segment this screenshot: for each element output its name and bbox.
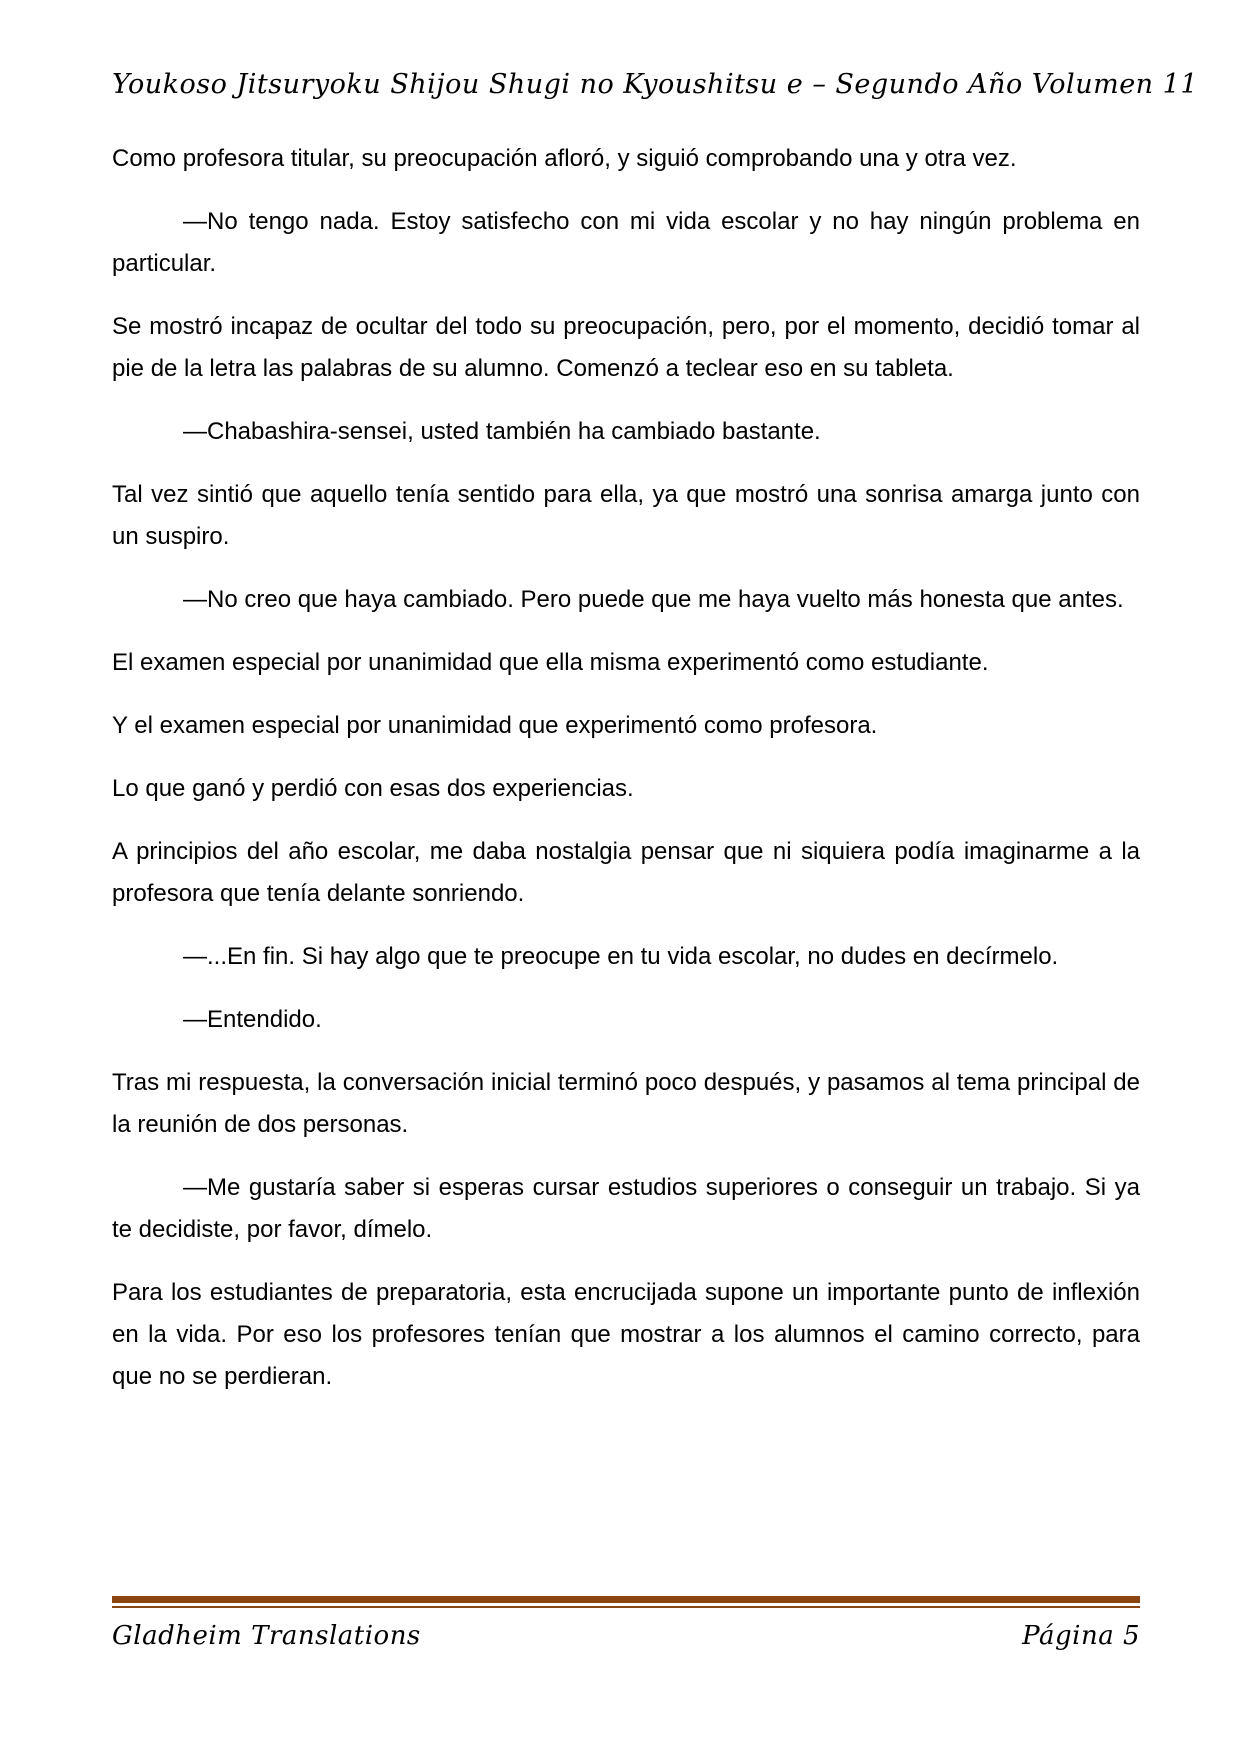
footer-rule-thin xyxy=(112,1606,1140,1608)
dialogue-paragraph: —Me gustaría saber si esperas cursar estudios superiores o conseguir un trabajo. Si ya te decidiste, por favor, dímelo. xyxy=(112,1174,1140,1243)
footer-rule-thick xyxy=(112,1596,1140,1603)
paragraph: Se mostró incapaz de ocultar del todo su preocupación, pero, por el momento, decidió tomar al pie de la letra las palabras de su alumno. Comenzó a teclear eso en su tableta. xyxy=(112,313,1140,382)
paragraph: El examen especial por unanimidad que ella misma experimentó como estudiante. xyxy=(112,649,989,676)
paragraph: Como profesora titular, su preocupación afloró, y siguió comprobando una y otra vez. xyxy=(112,145,1017,172)
footer-page-number: Página 5 xyxy=(1022,1621,1140,1651)
dialogue-paragraph: —No tengo nada. Estoy satisfecho con mi vida escolar y no hay ningún problema en particular. xyxy=(112,208,1140,277)
footer-translator-credit: Gladheim Translations xyxy=(112,1621,421,1651)
dialogue-paragraph: —No creo que haya cambiado. Pero puede que me haya vuelto más honesta que antes. xyxy=(183,586,1124,613)
paragraph: Para los estudiantes de preparatoria, esta encrucijada supone un importante punto de inflexión en la vida. Por eso los profesores tenían que mostrar a los alumnos el camino correcto, para que no se perdieran. xyxy=(112,1279,1140,1390)
dialogue-paragraph: —...En fin. Si hay algo que te preocupe en tu vida escolar, no dudes en decírmelo. xyxy=(183,943,1059,970)
document-body xyxy=(112,138,1140,1419)
page-footer xyxy=(112,1596,1140,1651)
page-header-title: Youkoso Jitsuryoku Shijou Shugi no Kyoushitsu e – Segundo Año Volumen 11 xyxy=(112,69,1198,100)
paragraph: Tras mi respuesta, la conversación inicial terminó poco después, y pasamos al tema principal de la reunión de dos personas. xyxy=(112,1069,1140,1138)
dialogue-paragraph: —Entendido. xyxy=(183,1006,322,1033)
paragraph: Y el examen especial por unanimidad que experimentó como profesora. xyxy=(112,712,878,739)
paragraph: Lo que ganó y perdió con esas dos experiencias. xyxy=(112,775,634,802)
paragraph: A principios del año escolar, me daba nostalgia pensar que ni siquiera podía imaginarme a la profesora que tenía delante sonriendo. xyxy=(112,838,1140,907)
dialogue-paragraph: —Chabashira-sensei, usted también ha cambiado bastante. xyxy=(183,418,821,445)
paragraph: Tal vez sintió que aquello tenía sentido para ella, ya que mostró una sonrisa amarga junto con un suspiro. xyxy=(112,481,1140,550)
